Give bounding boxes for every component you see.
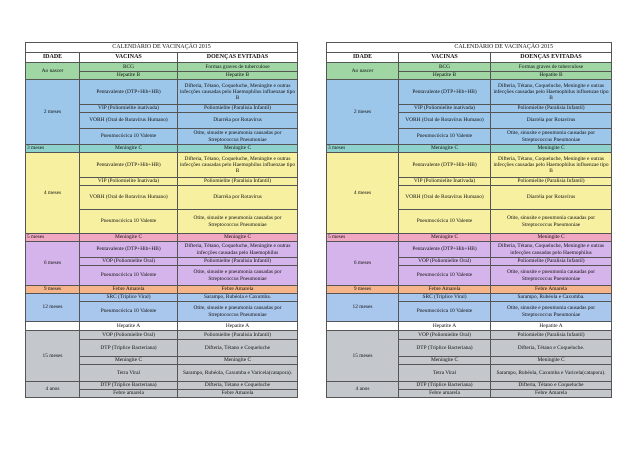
disease-cell: Otite, sinusite e pneumonia causadas por Streptococcus Pneumoniae: [491, 129, 612, 145]
disease-cell: Meningite C: [491, 234, 612, 242]
vaccine-cell: Pneumocócica 10 Valente: [80, 302, 178, 322]
vaccine-cell: Tetra Viral: [80, 365, 178, 382]
vaccine-cell: VIP (Poliomielite inativada): [80, 105, 178, 113]
vaccine-cell: Pneumocócica 10 Valente: [80, 266, 178, 286]
vaccination-calendar-table-right: [326, 42, 612, 398]
vaccine-cell: DTP (Tríplice Bacteriana): [80, 382, 178, 390]
vaccine-cell: Meningite C: [399, 234, 491, 242]
vaccine-cell: DTP (Tríplice Bacteriana): [80, 340, 178, 357]
disease-cell: Hepatite A: [491, 322, 612, 331]
disease-cell: Poliomielite (Paralisia Infantil): [178, 331, 298, 340]
vaccine-cell: VORH (Oral de Rotavírus Humano): [399, 113, 491, 129]
disease-cell: Sarampo, Rubéola e Caxumba.: [491, 294, 612, 302]
age-cell: 4 anos: [327, 382, 399, 398]
vaccine-cell: Pneumocócica 10 Valente: [399, 210, 491, 234]
disease-cell: Diarréia por Rotavírus: [491, 113, 612, 129]
disease-cell: Difteria, Tétano, Coqueluche, Meningite e outras infecções causadas pelo Haemophilus influenzae tipo B: [491, 80, 612, 105]
disease-cell: Poliomielite (Paralisia Infantil): [178, 178, 298, 186]
disease-cell: Difteria, Tétano e Coqueluche.: [491, 340, 612, 357]
disease-cell: Febre Amarela: [491, 390, 612, 398]
age-cell: [26, 322, 80, 331]
age-cell: 4 meses: [327, 153, 399, 234]
vaccine-cell: Febre Amarela: [399, 286, 491, 294]
vaccine-cell: VORH (Oral de Rotavírus Humano): [399, 186, 491, 210]
vaccine-cell: VORH (Oral de Rotavírus Humano): [80, 113, 178, 129]
vaccine-cell: Febre amarela: [399, 390, 491, 398]
disease-cell: Otite, sinusite e pneumonia causadas por Streptococcus Pneumoniae: [491, 266, 612, 286]
disease-cell: Hepatite A: [178, 322, 298, 331]
vaccine-cell: BCG: [80, 63, 178, 72]
vaccine-cell: VOP (Poliomielite Oral): [399, 331, 491, 340]
disease-cell: Formas graves de tuberculose: [491, 63, 612, 72]
vaccine-cell: Pentavalente (DTP+Hib+HB): [80, 242, 178, 258]
vaccine-cell: Pneumocócica 10 Valente: [80, 210, 178, 234]
vaccine-cell: SRC (Tríplice Viral): [80, 294, 178, 302]
vaccine-cell: Pneumocócica 10 Valente: [399, 129, 491, 145]
age-cell: 5 meses: [26, 234, 80, 242]
disease-cell: Difteria, Tétano, Coqueluche, Meningite e outras infecções causadas pelo Haemophilus influenzae tipo B: [178, 153, 298, 178]
vaccination-calendar-table-left: [25, 42, 298, 398]
disease-cell: Otite, sinusite e pneumonia causadas por Streptococcus Pneumoniae: [178, 302, 298, 322]
disease-cell: Difteria, Tétano, Coqueluche, Meningite e outras infecções causadas pelo Haemophilus influenzae tipo B: [178, 80, 298, 105]
disease-cell: Difteria, Tétano, Coqueluche, Meningite e outras infecções causadas pelo Haemophilus: [491, 242, 612, 258]
header-age: IDADE: [327, 53, 399, 63]
disease-cell: Difteria, Tétano e Coqueluche: [178, 340, 298, 357]
age-cell: 5 meses: [327, 234, 399, 242]
disease-cell: Meningite C: [178, 357, 298, 365]
vaccine-cell: Tetra Viral: [399, 365, 491, 382]
vaccine-cell: VIP (Poliomielite Inativada): [80, 178, 178, 186]
vaccine-cell: Febre amarela: [80, 390, 178, 398]
vaccine-cell: Pentavalente (DTP+Hib+HB): [399, 80, 491, 105]
disease-cell: Otite, sinusite e pneumonia causadas por Streptococcus Pneumoniae: [178, 266, 298, 286]
disease-cell: Hepatite B: [178, 72, 298, 80]
disease-cell: Otite, sinusite e pneumonia causadas por Streptococcus Pneumoniae: [491, 302, 612, 322]
age-cell: 6 meses: [26, 242, 80, 286]
disease-cell: Meningite C: [491, 145, 612, 153]
header-age: IDADE: [26, 53, 80, 63]
vaccine-cell: Meningite C: [399, 145, 491, 153]
disease-cell: Meningite C: [178, 145, 298, 153]
age-cell: 9 meses: [26, 286, 80, 294]
disease-cell: Hepatite B: [491, 72, 612, 80]
vaccine-cell: Meningite C: [80, 145, 178, 153]
disease-cell: Sarampo, Rubéola, Caxumba e Varicela(catapora).: [491, 365, 612, 382]
vaccine-cell: Hepatite A: [399, 322, 491, 331]
age-cell: 2 meses: [26, 80, 80, 145]
header-vaccines: VACINAS: [80, 53, 178, 63]
vaccine-cell: Hepatite A: [80, 322, 178, 331]
disease-cell: Poliomielite (Paralisia Infantil): [178, 258, 298, 266]
vaccine-cell: Febre Amarela: [80, 286, 178, 294]
vaccine-cell: Pentavalente (DTP+Hib+HB): [80, 80, 178, 105]
disease-cell: Poliomielite (Paralisia Infantil): [491, 105, 612, 113]
vaccine-cell: Pentavalente (DTP+Hib+HB): [399, 242, 491, 258]
disease-cell: Diarréia por Rotavírus: [178, 186, 298, 210]
disease-cell: Otite, sinusite e pneumonia causadas por Streptococcus Pneumoniae: [178, 129, 298, 145]
disease-cell: Formas graves de tuberculose: [178, 63, 298, 72]
vaccine-cell: Hepatite B: [399, 72, 491, 80]
disease-cell: Otite, sinusite e pneumonia causadas por Streptococcus Pneumoniae: [178, 210, 298, 234]
vaccine-cell: VOP (Poliomielite Oral): [80, 258, 178, 266]
age-cell: 15 meses: [327, 331, 399, 382]
age-cell: 4 anos: [26, 382, 80, 398]
disease-cell: Diarréia por Rotavírus: [178, 113, 298, 129]
disease-cell: Difteria, Tétano e Coqueluche: [178, 382, 298, 390]
disease-cell: Meningite C: [178, 234, 298, 242]
age-cell: 3 meses: [327, 145, 399, 153]
vaccine-cell: Pentavalente (DTP+Hib+HB): [399, 153, 491, 178]
vaccine-cell: Pneumocócica 10 Valente: [399, 302, 491, 322]
disease-cell: Poliomielite (Paralisia Infantil): [491, 178, 612, 186]
vaccine-cell: Meningite C: [80, 357, 178, 365]
disease-cell: Difteria, Tétano e Coqueluche: [491, 382, 612, 390]
age-cell: 9 meses: [327, 286, 399, 294]
vaccine-cell: Pneumocócica 10 Valente: [80, 129, 178, 145]
disease-cell: Otite, sinusite e pneumonia causadas por Streptococcus Pneumoniae: [491, 210, 612, 234]
vaccine-cell: DTP (Tríplice Bacteriana): [399, 340, 491, 357]
table-title: CALENDÁRIO DE VACINAÇÃO 2015: [26, 43, 298, 53]
header-diseases: DOENÇAS EVITADAS: [491, 53, 612, 63]
disease-cell: Febre Amarela: [178, 286, 298, 294]
age-cell: Ao nascer: [327, 63, 399, 80]
vaccine-cell: Meningite C: [80, 234, 178, 242]
vaccine-cell: Pneumocócica 10 Valente: [399, 266, 491, 286]
vaccine-cell: SRC (Tríplice Viral): [399, 294, 491, 302]
age-cell: 12 meses: [327, 294, 399, 322]
vaccine-cell: VIP (Poliomielite inativada): [399, 105, 491, 113]
header-vaccines: VACINAS: [399, 53, 491, 63]
vaccine-cell: VIP (Poliomielite Inativada): [399, 178, 491, 186]
disease-cell: Diarréia por Rotavírus: [491, 186, 612, 210]
vaccine-cell: VORH (Oral de Rotavírus Humano): [80, 186, 178, 210]
disease-cell: Difteria, Tétano, Coqueluche, Meningite e outras infecções causadas pelo Haemophilus influenzae tipo B: [491, 153, 612, 178]
age-cell: 12 meses: [26, 294, 80, 322]
disease-cell: Meningite C: [491, 357, 612, 365]
vaccine-cell: Pentavalente (DTP+Hib+HB): [80, 153, 178, 178]
disease-cell: Poliomielite (Paralisia Infantil): [178, 105, 298, 113]
vaccine-cell: Hepatite B: [80, 72, 178, 80]
disease-cell: Sarampo, Rubéola e Caxumba.: [178, 294, 298, 302]
vaccine-cell: Meningite C: [399, 357, 491, 365]
vaccine-cell: VOP (Poliomielite Oral): [80, 331, 178, 340]
table-title: CALENDÁRIO DE VACINAÇÃO 2015: [327, 43, 612, 53]
age-cell: 3 meses: [26, 145, 80, 153]
age-cell: 6 meses: [327, 242, 399, 286]
disease-cell: Poliomielite (Paralisia Infantil): [491, 258, 612, 266]
age-cell: 2 meses: [327, 80, 399, 145]
age-cell: 15 meses: [26, 331, 80, 382]
disease-cell: Febre Amarela: [491, 286, 612, 294]
age-cell: 4 meses: [26, 153, 80, 234]
header-diseases: DOENÇAS EVITADAS: [178, 53, 298, 63]
disease-cell: Difteria, Tétano, Coqueluche, Meningite e outras infecções causadas pelo Haemophilus: [178, 242, 298, 258]
age-cell: [327, 322, 399, 331]
age-cell: Ao nascer: [26, 63, 80, 80]
vaccine-cell: DTP (Tríplice Bacteriana): [399, 382, 491, 390]
vaccine-cell: VOP (Poliomielite Oral): [399, 258, 491, 266]
vaccine-cell: BCG: [399, 63, 491, 72]
disease-cell: Poliomielite (Paralisia Infantil): [491, 331, 612, 340]
disease-cell: Sarampo, Rubéola, Caxumba e Varicela(catapora).: [178, 365, 298, 382]
disease-cell: Febre Amarela: [178, 390, 298, 398]
